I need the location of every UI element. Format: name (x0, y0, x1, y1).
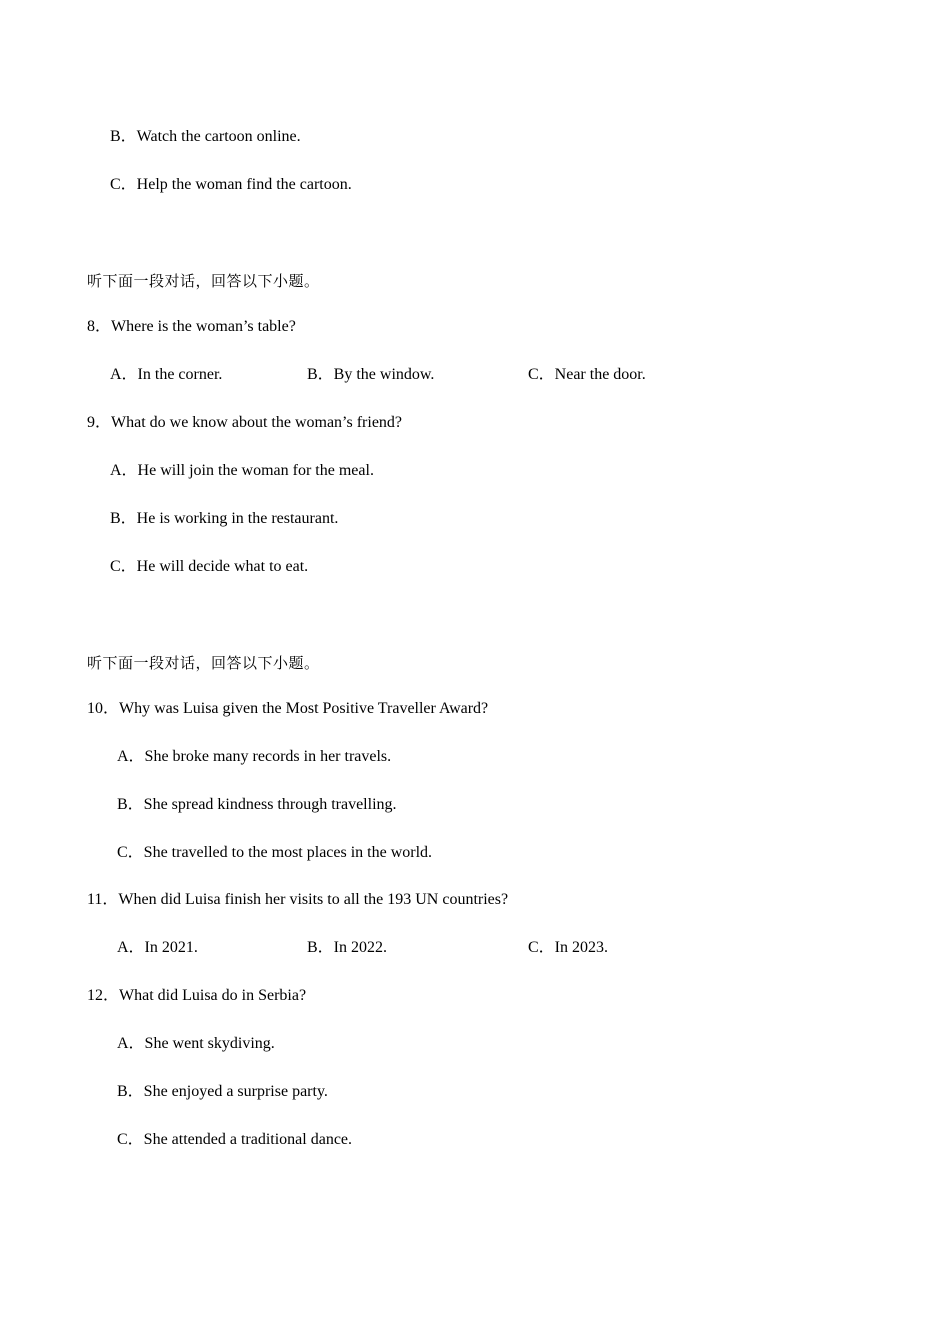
q12-stem: 12．What did Luisa do in Serbia? (87, 987, 307, 1004)
q10-option-b: B．She spread kindness through travelling. (117, 796, 397, 813)
q10-option-c: C．She travelled to the most places in the world. (117, 844, 433, 861)
q9-option-c: C．He will decide what to eat. (110, 558, 309, 575)
q7-option-c: C．Help the woman find the cartoon. (110, 176, 352, 193)
q8-option-b: B．By the window. (307, 366, 435, 383)
q9-stem: 9．What do we know about the woman’s friend? (87, 414, 403, 431)
q10-stem: 10．Why was Luisa given the Most Positive Traveller Award? (87, 700, 489, 717)
q12-option-b: B．She enjoyed a surprise party. (117, 1083, 328, 1100)
q10-option-a: A．She broke many records in her travels. (117, 748, 392, 765)
q11-option-c: C．In 2023. (528, 939, 609, 956)
q9-option-a: A．He will join the woman for the meal. (110, 462, 374, 479)
q12-option-c: C．She attended a traditional dance. (117, 1131, 353, 1148)
q8-option-c: C．Near the door. (528, 366, 646, 383)
q8-option-a: A．In the corner. (110, 366, 223, 383)
q9-option-b: B．He is working in the restaurant. (110, 510, 339, 527)
q11-option-a: A．In 2021. (117, 939, 198, 956)
q11-option-b: B．In 2022. (307, 939, 388, 956)
section-instruction: 听下面一段对话，回答以下小题。 (87, 654, 320, 672)
q12-option-a: A．She went skydiving. (117, 1035, 275, 1052)
q7-option-b: B．Watch the cartoon online. (110, 128, 301, 145)
section-instruction: 听下面一段对话，回答以下小题。 (87, 272, 320, 290)
q11-stem: 11．When did Luisa finish her visits to all the 193 UN countries? (87, 891, 509, 908)
q8-stem: 8．Where is the woman’s table? (87, 318, 296, 335)
